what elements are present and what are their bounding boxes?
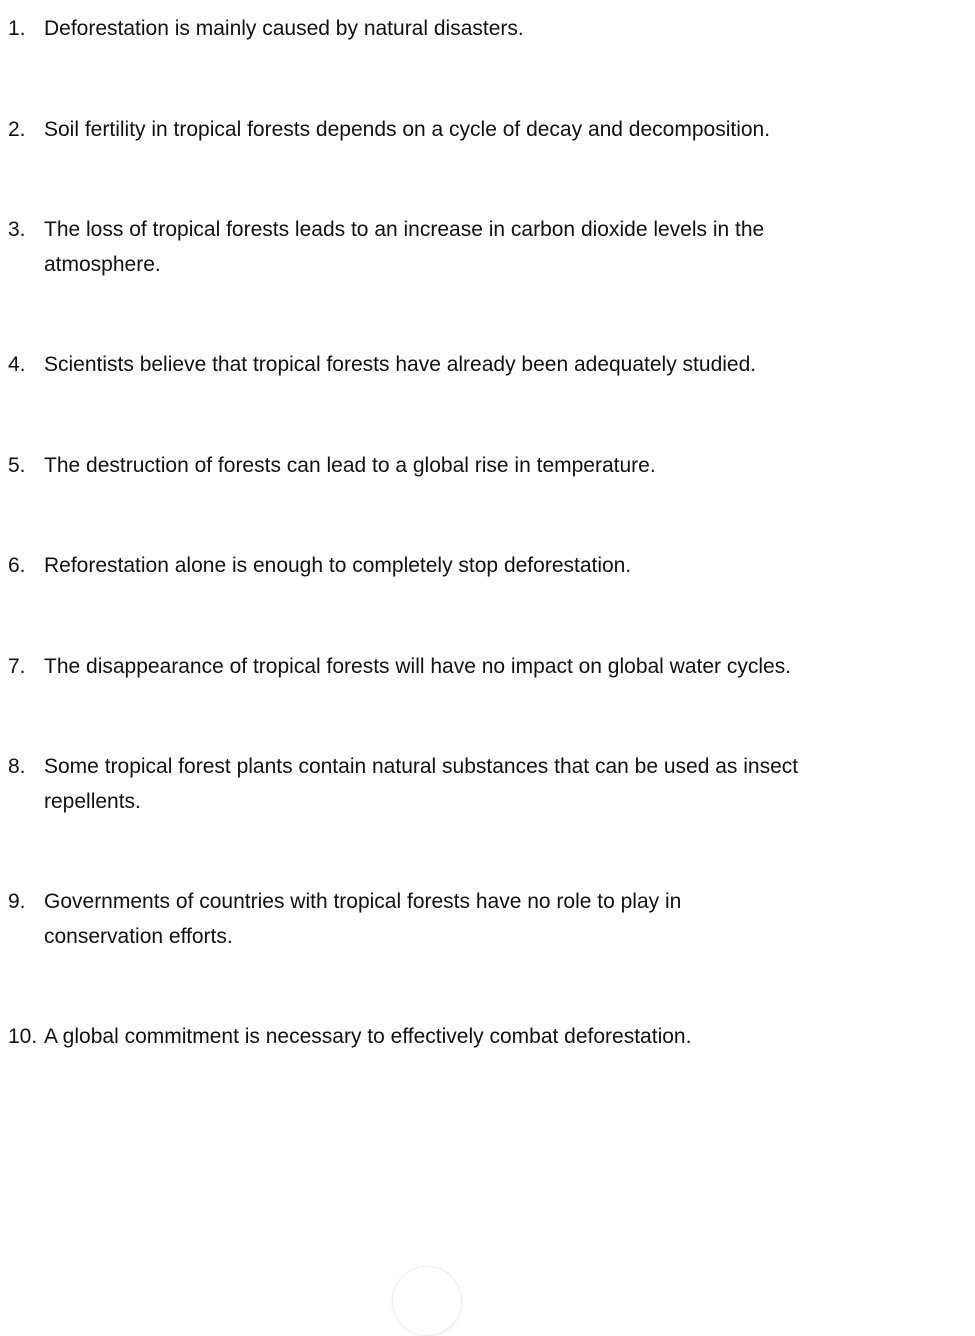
item-text: Deforestation is mainly caused by natural disasters. xyxy=(44,17,524,40)
item-number: 2. xyxy=(8,118,26,141)
item-text: Soil fertility in tropical forests depends on a cycle of decay and decomposition. xyxy=(44,118,771,141)
list-item xyxy=(8,750,833,819)
list-item xyxy=(8,213,853,282)
item-number: 3. xyxy=(8,218,26,241)
list-item xyxy=(8,1020,908,1055)
list-item xyxy=(8,549,908,584)
list-item xyxy=(8,348,908,383)
item-text: A global commitment is necessary to effectively combat deforestation. xyxy=(44,1025,692,1048)
item-number: 4. xyxy=(8,353,26,376)
list-item xyxy=(8,449,908,484)
item-number: 7. xyxy=(8,655,26,678)
list-item xyxy=(8,12,908,47)
scroll-button[interactable] xyxy=(392,1266,462,1336)
item-number: 9. xyxy=(8,890,26,913)
item-text: The disappearance of tropical forests will have no impact on global water cycles. xyxy=(44,655,792,678)
list-item xyxy=(8,885,788,954)
item-number: 6. xyxy=(8,554,26,577)
item-number: 10. xyxy=(8,1025,38,1048)
item-text: Scientists believe that tropical forests have already been adequately studied. xyxy=(44,353,757,376)
item-number: 1. xyxy=(8,17,26,40)
list-item xyxy=(8,113,908,148)
item-text: The destruction of forests can lead to a global rise in temperature. xyxy=(44,454,656,477)
item-text: The loss of tropical forests leads to an increase in carbon dioxide levels in the atmosphere. xyxy=(44,218,765,276)
item-text: Governments of countries with tropical forests have no role to play in conservation efforts. xyxy=(44,890,682,948)
item-text: Reforestation alone is enough to completely stop deforestation. xyxy=(44,554,632,577)
item-number: 8. xyxy=(8,755,26,778)
item-text: Some tropical forest plants contain natural substances that can be used as insect repellents. xyxy=(44,755,799,813)
item-number: 5. xyxy=(8,454,26,477)
list-item xyxy=(8,650,958,685)
